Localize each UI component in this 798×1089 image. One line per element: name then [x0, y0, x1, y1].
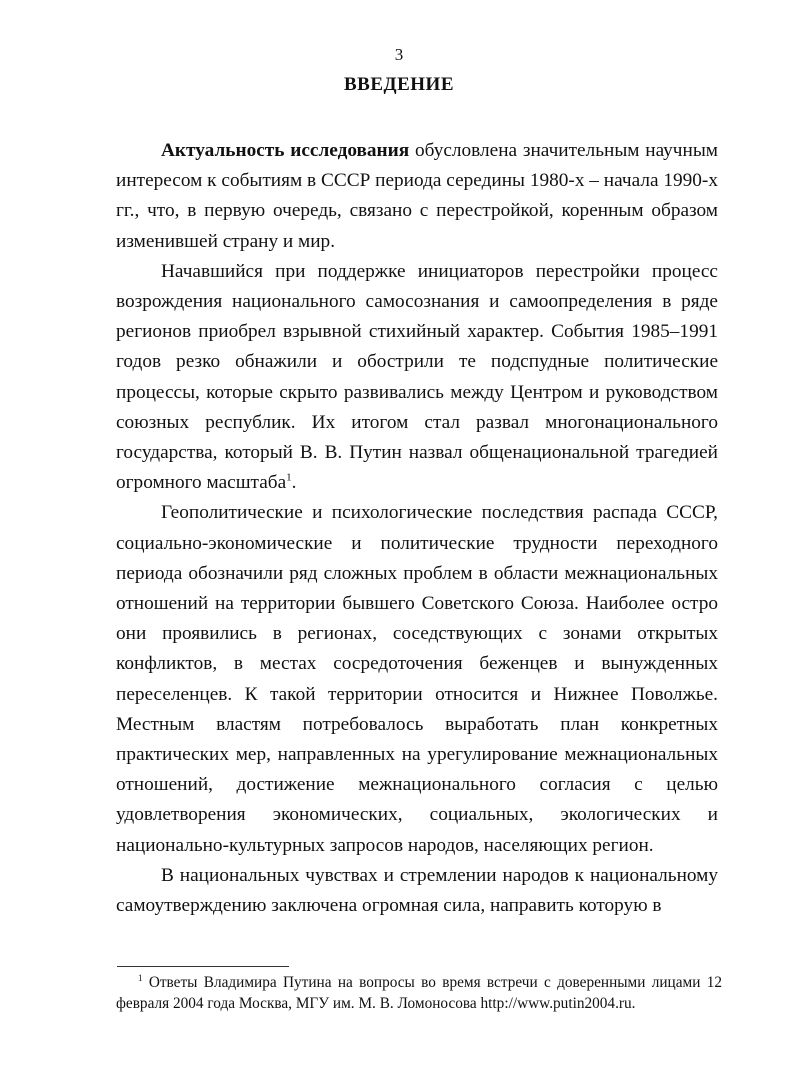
- section-heading: ВВЕДЕНИЕ: [344, 74, 454, 95]
- paragraph-relevance: [116, 136, 718, 257]
- footnote: [116, 972, 722, 1014]
- footnote-text: Ответы Владимира Путина на вопросы во время встречи с доверенными лицами 12 февраля 2004 года Москва, МГУ им. М. В. Ломоносова http://www.putin2004.ru.: [116, 974, 722, 1012]
- paragraph-text: В национальных чувствах и стремлении народов к национальному самоутверждению заключена огромная сила, направить которую в: [116, 864, 718, 917]
- bold-lead: Актуальность исследования: [161, 140, 410, 161]
- paragraph-perestroika: [116, 257, 718, 499]
- paragraph-geopolitics: [116, 498, 718, 860]
- footnote-reference[interactable]: 1: [286, 471, 292, 484]
- paragraph-text: обусловлена значительным научным интересом к событиям в СССР периода середины 1980-х – начала 1990-х гг., что, в первую очередь, связано с перестройкой, коренным образом изменившей страну и мир.: [116, 140, 718, 252]
- paragraph-tail: .: [291, 472, 297, 494]
- body-text: [116, 136, 718, 921]
- footnote-marker: 1: [138, 972, 143, 983]
- paragraph-text: Начавшийся при поддержке инициаторов перестройки процесс возрождения национального самосознания и самоопределения в ряде регионов приобрел взрывной стихийный характер. События 1985–1991 годов резко обнажили и обострили те подспудные политические процессы, которые скрыто развивались между Центром и руководством союзных республик. Их итогом стал развал многонационального государства, который В. В. Путин назвал общенациональной трагедией огромного масштаба: [116, 260, 718, 494]
- paragraph-text: Геополитические и психологические последствия распада СССР, социально-экономические и политические трудности переходного периода обозначили ряд сложных проблем в области межнациональных отношений на территории бывшего Советского Союза. Наиболее остро они проявились в регионах, соседствующих с зонами открытых конфликтов, в местах сосредоточения беженцев и вынужденных переселенцев. К такой территории относится и Нижнее Поволжье. Местным властям потребовалось выработать план конкретных практических мер, направленных на урегулирование межнациональных отношений, достижение межнационального согласия с целью удовлетворения экономических, социальных, экологических и национально-культурных запросов народов, населяющих регион.: [116, 502, 718, 856]
- page-number: 3: [394, 45, 404, 64]
- footnote-divider: [117, 966, 289, 967]
- paragraph-national-feelings: [116, 861, 718, 921]
